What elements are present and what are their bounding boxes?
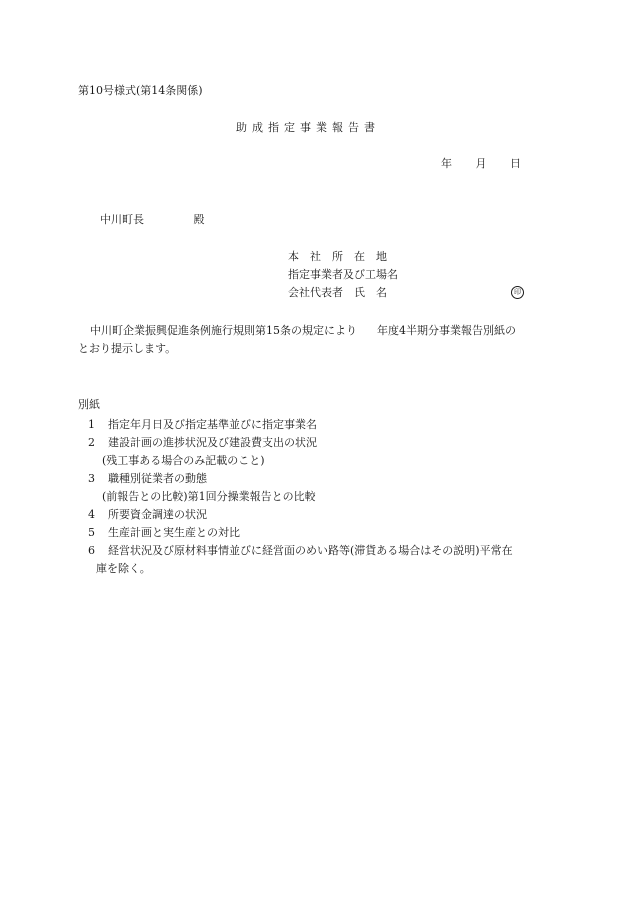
document-title: 助成指定事業報告書 (236, 121, 380, 134)
applicant-block (288, 250, 398, 304)
date-day: 日 (510, 157, 521, 170)
body-text (78, 322, 554, 358)
list-item: (残工事ある場合のみ記載のこと) (102, 454, 265, 467)
date-year: 年 (441, 157, 452, 170)
seal-mark: 印 (511, 286, 524, 299)
form-number: 第10号様式(第14条関係) (78, 84, 203, 97)
body-part-3: とおり提示します。 (78, 342, 177, 355)
attachment-list (88, 416, 558, 578)
address-label: 本 社 所 在 地 (288, 250, 387, 263)
list-item: 庫を除く。 (96, 562, 151, 575)
addressee-name: 中川町長 (100, 213, 144, 226)
list-item: 6 経営状況及び原材料事情並びに経営面のめい路等(滞貨ある場合はその説明)平常在 (88, 544, 513, 557)
date-month: 月 (475, 157, 487, 170)
list-item: 1 指定年月日及び指定基準並びに指定事業名 (88, 418, 317, 431)
list-item: (前報告との比較)第1回分操業報告との比較 (102, 490, 316, 503)
body-part-2: 年度4半期分事業報告別紙の (377, 324, 516, 337)
list-item: 3 職種別従業者の動態 (88, 472, 207, 485)
addressee-honorific: 殿 (193, 213, 205, 226)
date-line (441, 157, 521, 171)
body-part-1: 中川町企業振興促進条例施行規則第15条の規定により (90, 324, 357, 337)
representative-label: 会社代表者 氏 名 (288, 286, 387, 299)
attachment-heading: 別紙 (78, 398, 100, 411)
company-label: 指定事業者及び工場名 (288, 268, 398, 281)
list-item: 2 建設計画の進捗状況及び建設費支出の状況 (88, 436, 317, 449)
list-item: 4 所要資金調達の状況 (88, 508, 207, 521)
list-item: 5 生産計画と実生産との対比 (88, 526, 240, 539)
addressee (100, 213, 205, 227)
